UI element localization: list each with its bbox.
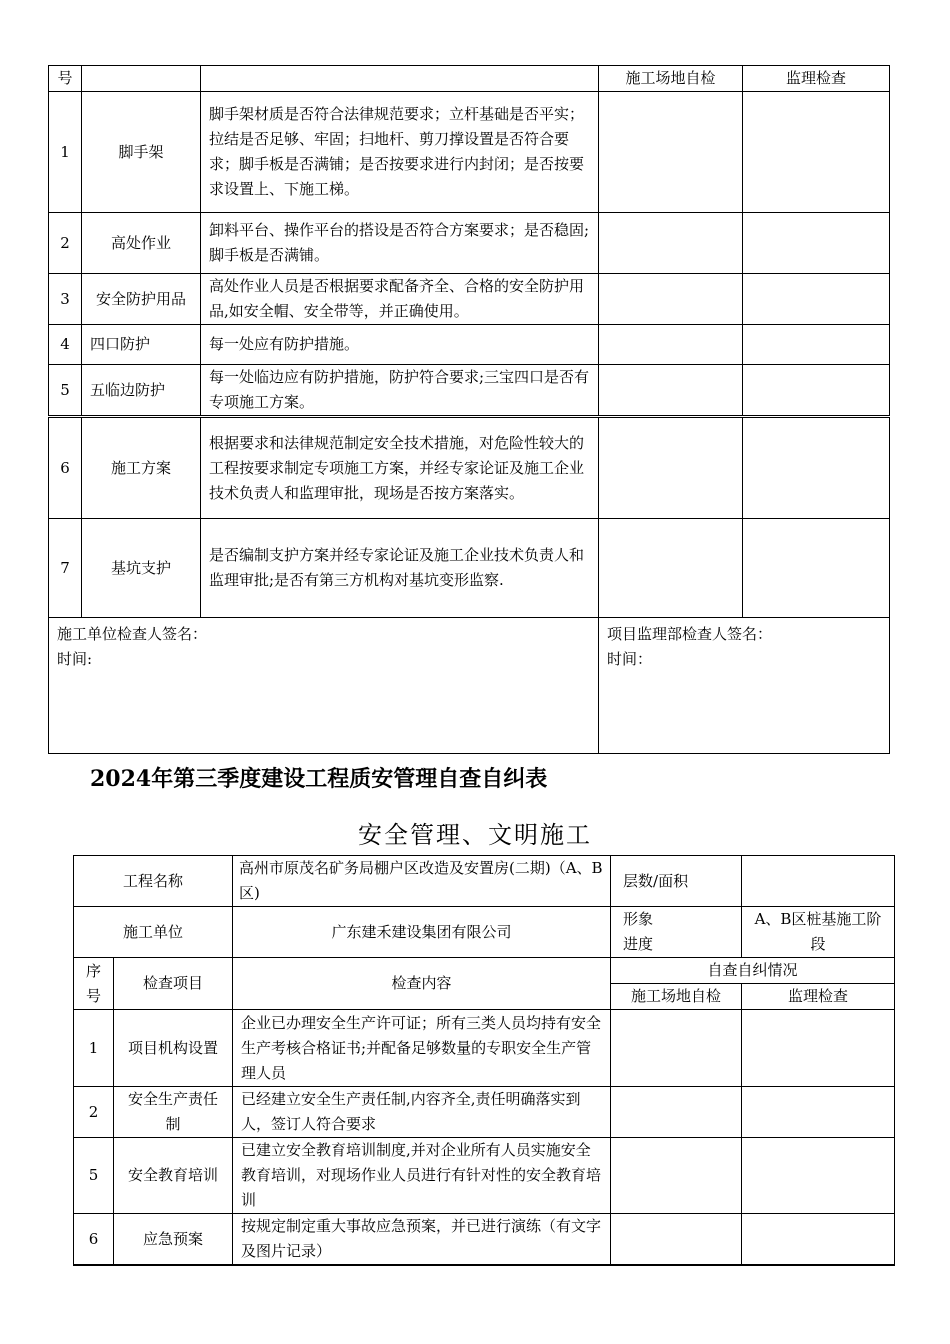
- table-row: [49, 519, 890, 618]
- document-subtitle: 安全管理、文明施工: [358, 821, 592, 849]
- header-supervision: 监理检查: [743, 66, 890, 92]
- row-content: 已建立安全教育培训制度,并对企业所有人员实施安全教育培训，对现场作业人员进行有针对性的安全教育培训: [233, 1138, 611, 1214]
- header-item: 检查项目: [114, 958, 233, 1010]
- self-check-cell[interactable]: [611, 1138, 742, 1214]
- row-item: 高处作业: [82, 213, 201, 274]
- row-content: 企业已办理安全生产许可证；所有三类人员均持有安全生产考核合格证书;并配备足够数量的专职安全生产管理人员: [233, 1010, 611, 1087]
- supervisor-signature-label: 项目监理部检查人签名：: [607, 625, 773, 643]
- header-row-1: [74, 958, 895, 984]
- contractor-signature-cell[interactable]: [49, 618, 599, 754]
- header-supervision: 监理检查: [742, 984, 895, 1010]
- row-item: 施工方案: [82, 417, 201, 519]
- supervision-cell[interactable]: [743, 519, 890, 618]
- supervision-cell[interactable]: [742, 1138, 895, 1214]
- header-num: 序号: [74, 958, 114, 1010]
- table-row: [49, 417, 890, 519]
- progress-value: A、B区桩基施工阶段: [742, 907, 895, 958]
- row-num: 7: [49, 519, 82, 618]
- supervisor-signature-cell[interactable]: [599, 618, 890, 754]
- row-num: 2: [74, 1087, 114, 1138]
- supervision-cell[interactable]: [743, 213, 890, 274]
- row-num: 4: [49, 325, 82, 365]
- self-check-cell[interactable]: [611, 1087, 742, 1138]
- self-check-cell[interactable]: [599, 213, 743, 274]
- self-check-cell[interactable]: [599, 92, 743, 213]
- row-item: 脚手架: [82, 92, 201, 213]
- row-content: 每一处临边应有防护措施，防护符合要求;三宝四口是否有专项施工方案。: [201, 365, 599, 417]
- self-check-cell[interactable]: [599, 325, 743, 365]
- supervision-cell[interactable]: [743, 274, 890, 325]
- row-content: 按规定制定重大事故应急预案，并已进行演练（有文字及图片记录）: [233, 1214, 611, 1266]
- row-content: 卸料平台、操作平台的搭设是否符合方案要求；是否稳固;脚手板是否满铺。: [201, 213, 599, 274]
- self-check-cell[interactable]: [599, 417, 743, 519]
- supervision-cell[interactable]: [742, 1087, 895, 1138]
- supervision-cell[interactable]: [743, 417, 890, 519]
- table-row: [49, 213, 890, 274]
- safety-check-table-continued: [48, 65, 890, 754]
- table-row: [49, 325, 890, 365]
- row-content: 每一处应有防护措施。: [201, 325, 599, 365]
- self-check-cell[interactable]: [611, 1214, 742, 1266]
- document-title: 2024年第三季度建设工程质安管理自查自纠表: [90, 766, 548, 792]
- supervision-cell[interactable]: [743, 92, 890, 213]
- table-row: [49, 92, 890, 213]
- project-name-value: 高州市原茂名矿务局棚户区改造及安置房(二期)（A、B区): [233, 856, 611, 907]
- row-content: 根据要求和法律规范制定安全技术措施，对危险性较大的工程按要求制定专项施工方案，并经专家论证及施工企业技术负责人和监理审批，现场是否按方案落实。: [201, 417, 599, 519]
- row-num: 3: [49, 274, 82, 325]
- table-row: [74, 1010, 895, 1087]
- self-check-cell[interactable]: [611, 1010, 742, 1087]
- self-check-cell[interactable]: [599, 519, 743, 618]
- row-item: 应急预案: [114, 1214, 233, 1266]
- row-num: 6: [49, 417, 82, 519]
- floors-area-label: 层数/面积: [611, 856, 742, 907]
- table-row: [74, 1138, 895, 1214]
- self-check-cell[interactable]: [599, 274, 743, 325]
- row-num: 1: [49, 92, 82, 213]
- table-row: [74, 1214, 895, 1266]
- row-num: 5: [74, 1138, 114, 1214]
- contractor-row: [74, 907, 895, 958]
- row-item: 安全生产责任制: [114, 1087, 233, 1138]
- row-num: 5: [49, 365, 82, 417]
- contractor-value: 广东建禾建设集团有限公司: [233, 907, 611, 958]
- contractor-time-label: 时间:: [57, 650, 93, 668]
- header-self-check: 施工场地自检: [611, 984, 742, 1010]
- header-num: 号: [49, 66, 82, 92]
- contractor-signature-label: 施工单位检查人签名：: [57, 625, 208, 643]
- signature-row: [49, 618, 890, 754]
- safety-management-table: [73, 855, 895, 1266]
- row-item: 基坑支护: [82, 519, 201, 618]
- self-check-cell[interactable]: [599, 365, 743, 417]
- supervision-cell[interactable]: [743, 325, 890, 365]
- row-item: 五临边防护: [82, 365, 201, 417]
- table-row: [74, 1087, 895, 1138]
- row-item: 项目机构设置: [114, 1010, 233, 1087]
- table-header-row: [49, 66, 890, 92]
- row-content: 高处作业人员是否根据要求配备齐全、合格的安全防护用品,如安全帽、安全带等，并正确使用。: [201, 274, 599, 325]
- floors-area-value[interactable]: [742, 856, 895, 907]
- header-self-correct: 自查自纠情况: [611, 958, 895, 984]
- row-content: 脚手架材质是否符合法律规范要求；立杆基础是否平实；拉结是否足够、牢固；扫地杆、剪刀撑设置是否符合要求；脚手板是否满铺；是否按要求进行内封闭；是否按要求设置上、下施工梯。: [201, 92, 599, 213]
- header-content: 检查内容: [233, 958, 611, 1010]
- row-content: 已经建立安全生产责任制,内容齐全,责任明确落实到人，签订人符合要求: [233, 1087, 611, 1138]
- table-row: [49, 365, 890, 417]
- row-num: 6: [74, 1214, 114, 1266]
- row-num: 2: [49, 213, 82, 274]
- project-name-label: 工程名称: [74, 856, 233, 907]
- project-name-row: [74, 856, 895, 907]
- supervision-cell[interactable]: [743, 365, 890, 417]
- row-item: 安全防护用品: [82, 274, 201, 325]
- header-self-check: 施工场地自检: [599, 66, 743, 92]
- supervision-cell[interactable]: [742, 1010, 895, 1087]
- row-item: 四口防护: [82, 325, 201, 365]
- row-content: 是否编制支护方案并经专家论证及施工企业技术负责人和监理审批;是否有第三方机构对基坑变形监察.: [201, 519, 599, 618]
- row-num: 1: [74, 1010, 114, 1087]
- table-row: [49, 274, 890, 325]
- progress-label: 形象进度: [611, 907, 742, 958]
- supervisor-time-label: 时间：: [607, 650, 653, 668]
- row-item: 安全教育培训: [114, 1138, 233, 1214]
- supervision-cell[interactable]: [742, 1214, 895, 1266]
- contractor-label: 施工单位: [74, 907, 233, 958]
